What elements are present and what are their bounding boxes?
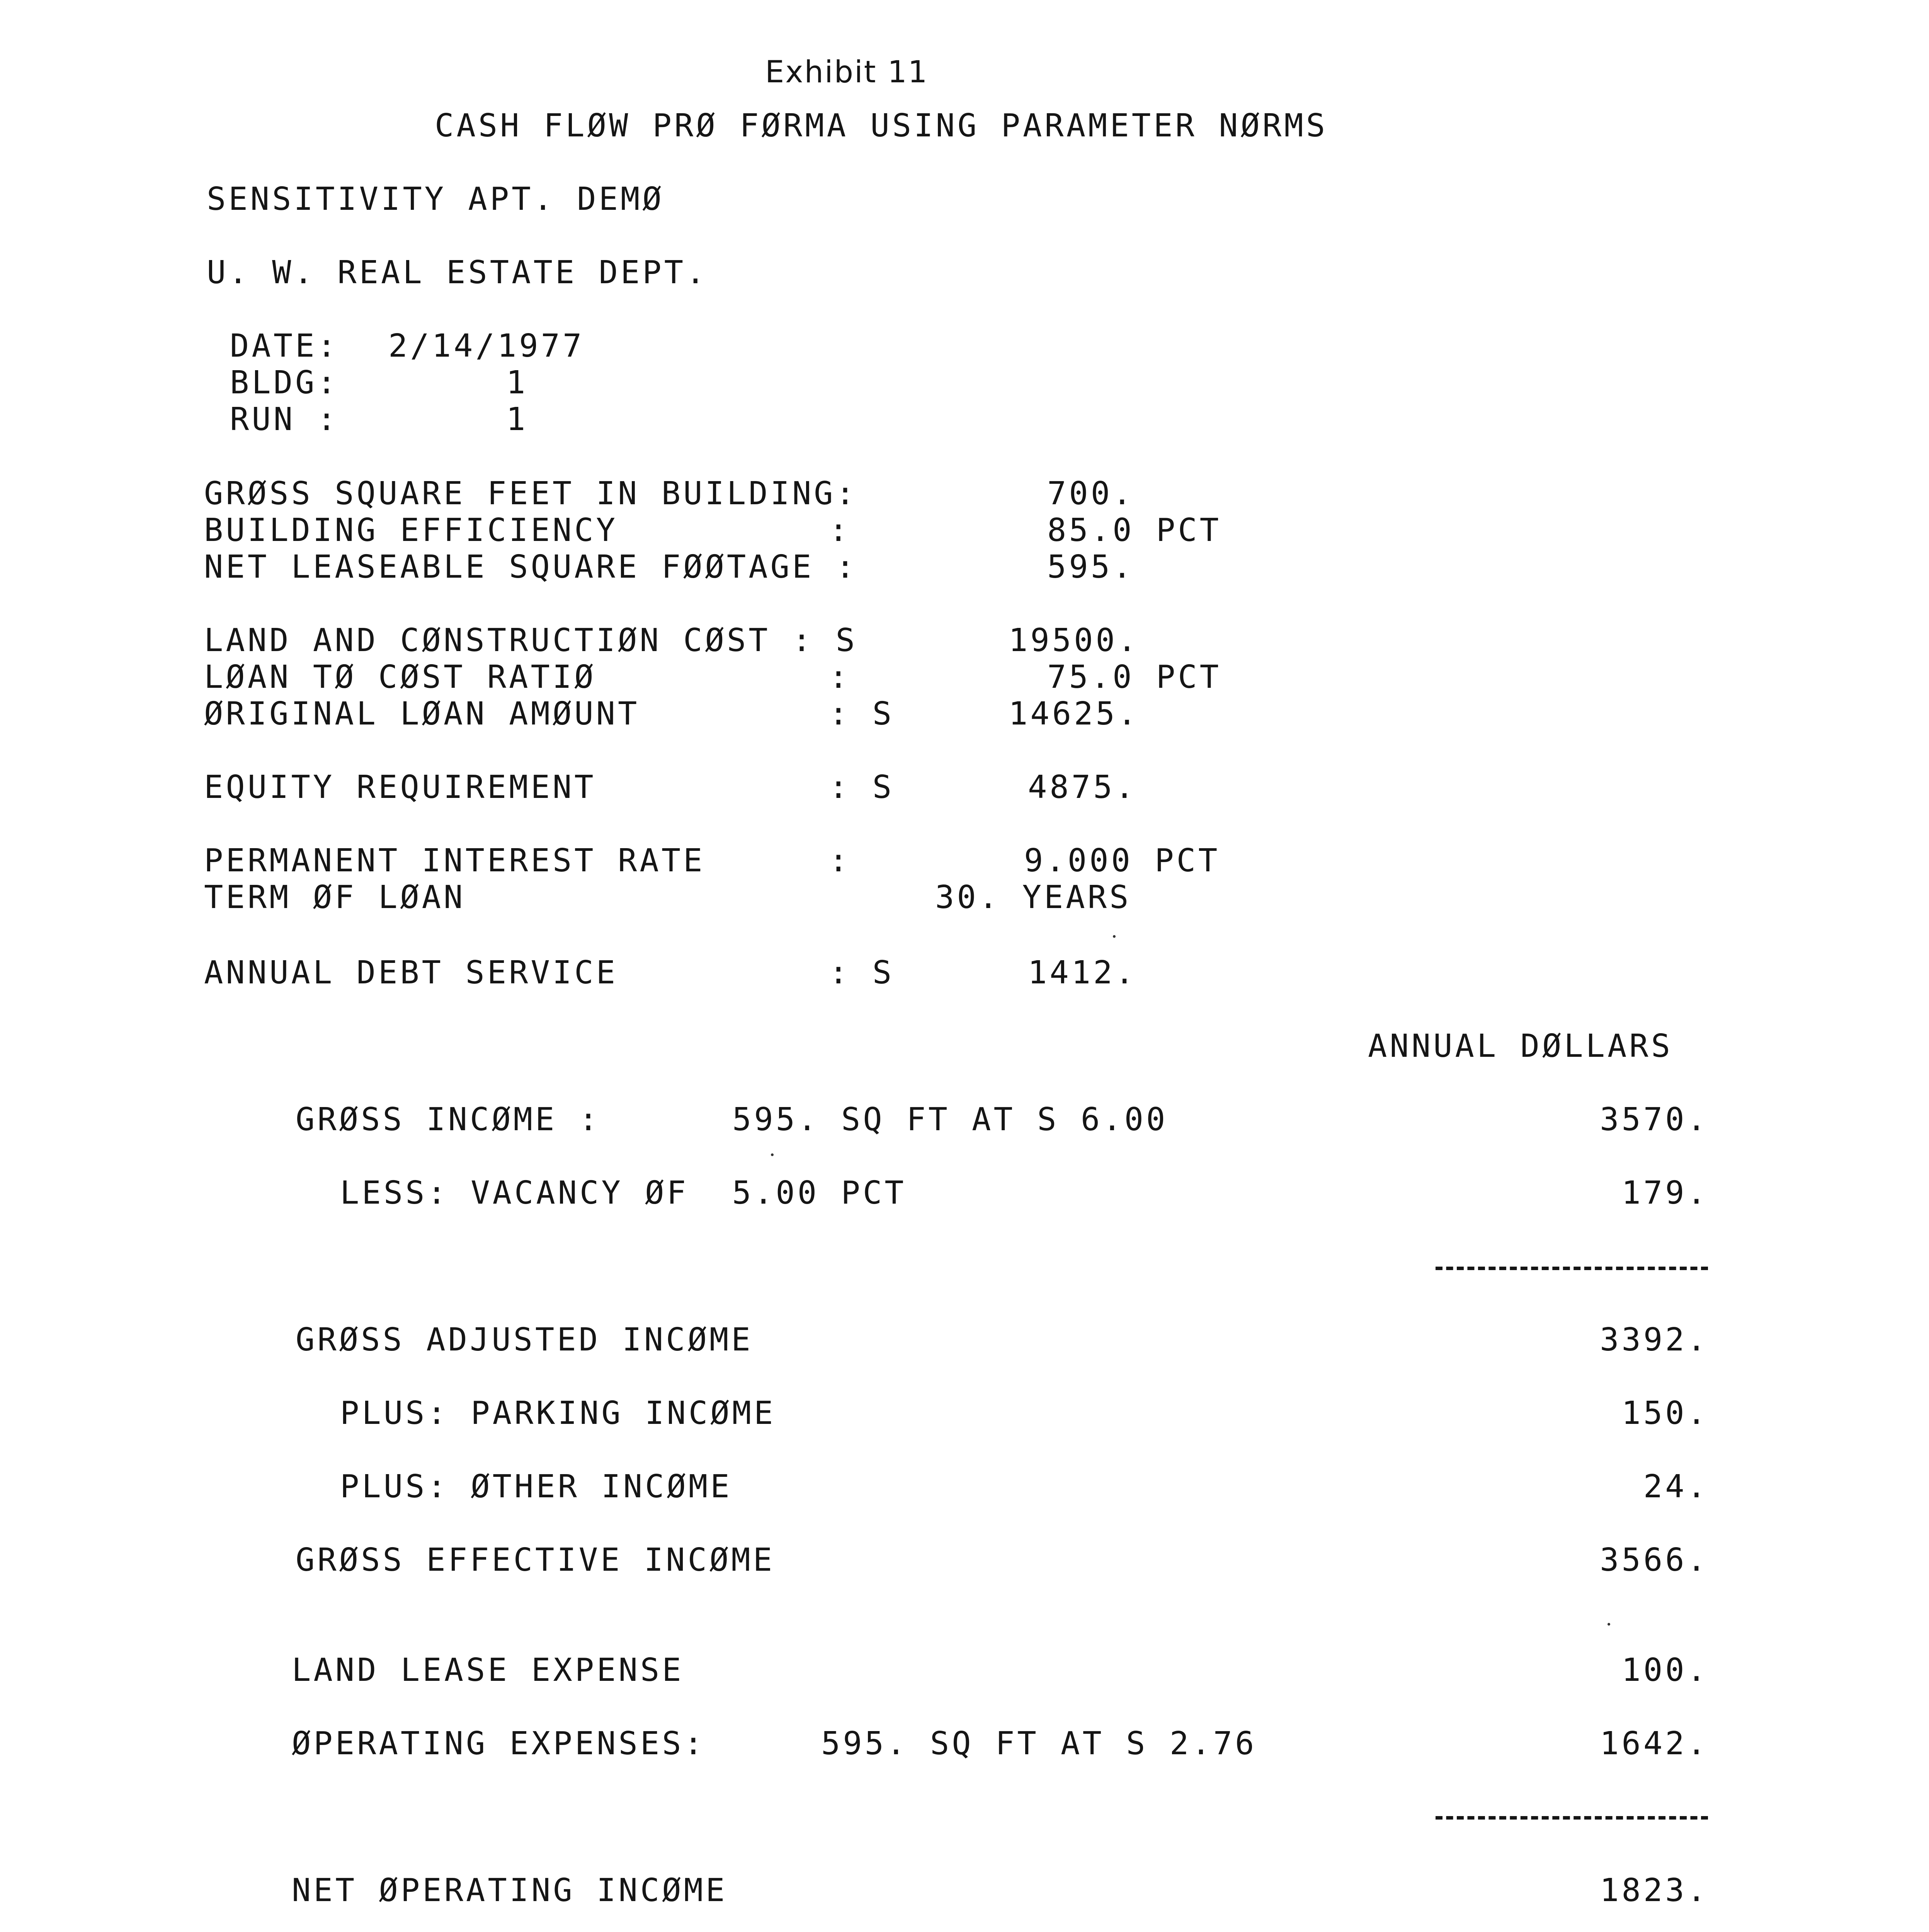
equity-value: 4875. (1028, 769, 1137, 806)
annual-debt-value: 1412. (1028, 954, 1137, 991)
interest-rate-label: PERMANENT INTEREST RATE (204, 842, 705, 879)
gross-income-label: GRØSS INCØME : (296, 1101, 601, 1138)
parking-income-amount: 150. (1621, 1395, 1709, 1432)
scan-speck (1608, 1623, 1610, 1626)
original-loan-colon: : S (829, 696, 895, 732)
run-label: RUN : (230, 401, 339, 438)
gross-effective-income-amount: 3566. (1600, 1542, 1709, 1578)
efficiency-colon: : (829, 512, 851, 549)
equity-colon: : S (829, 769, 895, 806)
gross-income-detail: 595. SQ FT AT S 6.00 (732, 1101, 1168, 1138)
bldg-value: 1 (506, 364, 528, 401)
operating-expenses-detail: 595. SQ FT AT S 2.76 (821, 1725, 1257, 1762)
annual-debt-label: ANNUAL DEBT SERVICE (204, 954, 618, 991)
gross-income-amount: 3570. (1600, 1101, 1709, 1138)
subtotal-rule (1436, 1267, 1708, 1270)
other-income-label: PLUS: ØTHER INCØME (340, 1468, 732, 1505)
scan-speck (771, 1153, 774, 1156)
loan-ratio-colon: : (829, 659, 851, 696)
efficiency-value: 85.0 PCT (1047, 512, 1221, 549)
annual-debt-colon: : S (829, 954, 895, 991)
loan-term-label: TERM ØF LØAN (204, 879, 466, 916)
gross-adjusted-income-amount: 3392. (1600, 1321, 1709, 1358)
net-operating-income-amount: 1823. (1600, 1872, 1709, 1909)
loan-ratio-label: LØAN TØ CØST RATIØ (204, 659, 596, 696)
land-lease-amount: 100. (1621, 1652, 1709, 1689)
date-label: DATE: (230, 328, 339, 364)
run-value: 1 (506, 401, 528, 438)
vacancy-label: LESS: VACANCY ØF 5.00 PCT (340, 1175, 907, 1211)
organization-name: U. W. REAL ESTATE DEPT. (207, 254, 708, 291)
parking-income-label: PLUS: PARKING INCØME (340, 1395, 776, 1432)
column-header: ANNUAL DØLLARS (1368, 1028, 1673, 1065)
operating-expenses-label: ØPERATING EXPENSES: (292, 1725, 706, 1762)
original-loan-value: 14625. (1009, 696, 1140, 732)
other-income-amount: 24. (1643, 1468, 1709, 1505)
efficiency-label: BUILDING EFFICIENCY (204, 512, 618, 549)
land-cost-label: LAND AND CØNSTRUCTIØN CØST : S (204, 622, 858, 659)
loan-ratio-value: 75.0 PCT (1047, 659, 1221, 696)
gross-sqft-label: GRØSS SQUARE FEET IN BUILDING: (204, 475, 858, 512)
gross-sqft-value: 700. (1047, 475, 1135, 512)
subtotal-rule (1436, 1816, 1708, 1820)
vacancy-amount: 179. (1621, 1175, 1709, 1211)
equity-label: EQUITY REQUIREMENT (204, 769, 596, 806)
page-title: CASH FLØW PRØ FØRMA USING PARAMETER NØRMS (435, 107, 1328, 144)
gross-adjusted-income-label: GRØSS ADJUSTED INCØME (296, 1321, 753, 1358)
scan-speck (1113, 935, 1116, 938)
project-name: SENSITIVITY APT. DEMØ (207, 181, 664, 218)
net-operating-income-label: NET ØPERATING INCØME (292, 1872, 728, 1909)
interest-rate-colon: : (829, 842, 851, 879)
loan-term-value: 30. YEARS (935, 879, 1131, 916)
date-value: 2/14/1977 (388, 328, 585, 364)
net-leaseable-value: 595. (1047, 549, 1135, 585)
operating-expenses-amount: 1642. (1600, 1725, 1709, 1762)
original-loan-label: ØRIGINAL LØAN AMØUNT (204, 696, 640, 732)
land-cost-value: 19500. (1009, 622, 1140, 659)
gross-effective-income-label: GRØSS EFFECTIVE INCØME (296, 1542, 775, 1578)
net-leaseable-label: NET LEASEABLE SQUARE FØØTAGE : (204, 549, 858, 585)
exhibit-label: Exhibit 11 (765, 55, 929, 90)
interest-rate-value: 9.000 PCT (1024, 842, 1220, 879)
land-lease-label: LAND LEASE EXPENSE (292, 1652, 684, 1689)
bldg-label: BLDG: (230, 364, 339, 401)
